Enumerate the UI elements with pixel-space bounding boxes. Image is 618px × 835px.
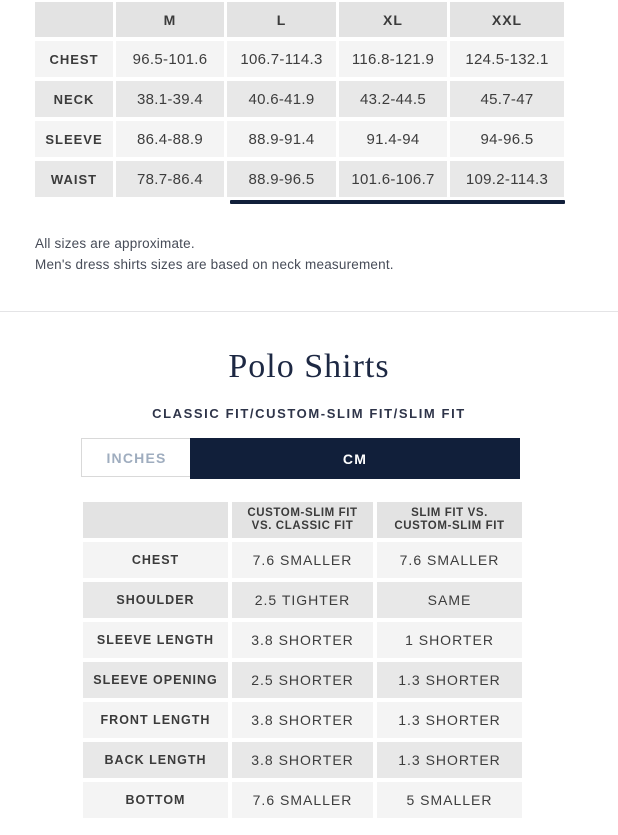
fit-table-row-label: CHEST bbox=[83, 542, 228, 578]
size-table-hscrollbar-thumb[interactable] bbox=[230, 200, 565, 204]
fit-table-value-cell: 2.5 SHORTER bbox=[232, 662, 373, 698]
size-table bbox=[35, 2, 564, 197]
fit-table-column-header: SLIM FIT VS. CUSTOM-SLIM FIT bbox=[377, 502, 522, 538]
size-table-value-cell: 88.9-96.5 bbox=[227, 161, 336, 197]
size-table-column-header: M bbox=[116, 2, 224, 37]
section-divider bbox=[0, 311, 618, 312]
size-table-row-label: SLEEVE bbox=[35, 121, 113, 157]
size-table-column-header: L bbox=[227, 2, 336, 37]
fit-table-column-header: CUSTOM-SLIM FIT VS. CLASSIC FIT bbox=[232, 502, 373, 538]
size-table-row-label: NECK bbox=[35, 81, 113, 117]
fit-table-row-label: BACK LENGTH bbox=[83, 742, 228, 778]
size-table-value-cell: 94-96.5 bbox=[450, 121, 564, 157]
fit-table-value-cell: 5 SMALLER bbox=[377, 782, 522, 818]
unit-toggle bbox=[81, 438, 520, 477]
note-sizes-approximate: All sizes are approximate. bbox=[35, 236, 195, 251]
fit-table-value-cell: 3.8 SHORTER bbox=[232, 702, 373, 738]
size-table-value-cell: 101.6-106.7 bbox=[339, 161, 447, 197]
fit-table-value-cell: 1.3 SHORTER bbox=[377, 702, 522, 738]
fit-table-value-cell: 2.5 TIGHTER bbox=[232, 582, 373, 618]
size-table-row-label: WAIST bbox=[35, 161, 113, 197]
size-table-value-cell: 88.9-91.4 bbox=[227, 121, 336, 157]
size-table-corner-cell bbox=[35, 2, 113, 37]
size-table-value-cell: 38.1-39.4 bbox=[116, 81, 224, 117]
fit-table-value-cell: 1.3 SHORTER bbox=[377, 662, 522, 698]
fit-table-row-label: BOTTOM bbox=[83, 782, 228, 818]
fit-table-row-label: SHOULDER bbox=[83, 582, 228, 618]
size-table-value-cell: 124.5-132.1 bbox=[450, 41, 564, 77]
size-table-value-cell: 40.6-41.9 bbox=[227, 81, 336, 117]
fit-table-row-label: SLEEVE LENGTH bbox=[83, 622, 228, 658]
fit-table-value-cell: 7.6 SMALLER bbox=[377, 542, 522, 578]
note-neck-measurement: Men's dress shirts sizes are based on neck measurement. bbox=[35, 257, 394, 272]
size-table-value-cell: 96.5-101.6 bbox=[116, 41, 224, 77]
fit-table-value-cell: SAME bbox=[377, 582, 522, 618]
fit-table-corner-cell bbox=[83, 502, 228, 538]
fit-table-row-label: SLEEVE OPENING bbox=[83, 662, 228, 698]
fit-comparison-table bbox=[83, 502, 522, 818]
fit-table-value-cell: 7.6 SMALLER bbox=[232, 542, 373, 578]
fit-table-row-label: FRONT LENGTH bbox=[83, 702, 228, 738]
polo-shirts-title: Polo Shirts bbox=[228, 348, 390, 385]
fit-table-value-cell: 1.3 SHORTER bbox=[377, 742, 522, 778]
size-table-column-header: XXL bbox=[450, 2, 564, 37]
fit-table-value-cell: 7.6 SMALLER bbox=[232, 782, 373, 818]
size-table-row-label: CHEST bbox=[35, 41, 113, 77]
fit-table-value-cell: 1 SHORTER bbox=[377, 622, 522, 658]
polo-shirts-subtitle: CLASSIC FIT/CUSTOM-SLIM FIT/SLIM FIT bbox=[152, 406, 466, 421]
unit-toggle-cm-button[interactable]: CM bbox=[190, 438, 520, 479]
unit-toggle-inches-button[interactable]: INCHES bbox=[82, 439, 191, 476]
size-table-value-cell: 45.7-47 bbox=[450, 81, 564, 117]
fit-table-value-cell: 3.8 SHORTER bbox=[232, 742, 373, 778]
size-table-value-cell: 109.2-114.3 bbox=[450, 161, 564, 197]
size-table-value-cell: 86.4-88.9 bbox=[116, 121, 224, 157]
size-table-value-cell: 43.2-44.5 bbox=[339, 81, 447, 117]
size-table-value-cell: 106.7-114.3 bbox=[227, 41, 336, 77]
size-table-column-header: XL bbox=[339, 2, 447, 37]
size-table-value-cell: 78.7-86.4 bbox=[116, 161, 224, 197]
size-table-value-cell: 91.4-94 bbox=[339, 121, 447, 157]
fit-table-value-cell: 3.8 SHORTER bbox=[232, 622, 373, 658]
size-table-value-cell: 116.8-121.9 bbox=[339, 41, 447, 77]
